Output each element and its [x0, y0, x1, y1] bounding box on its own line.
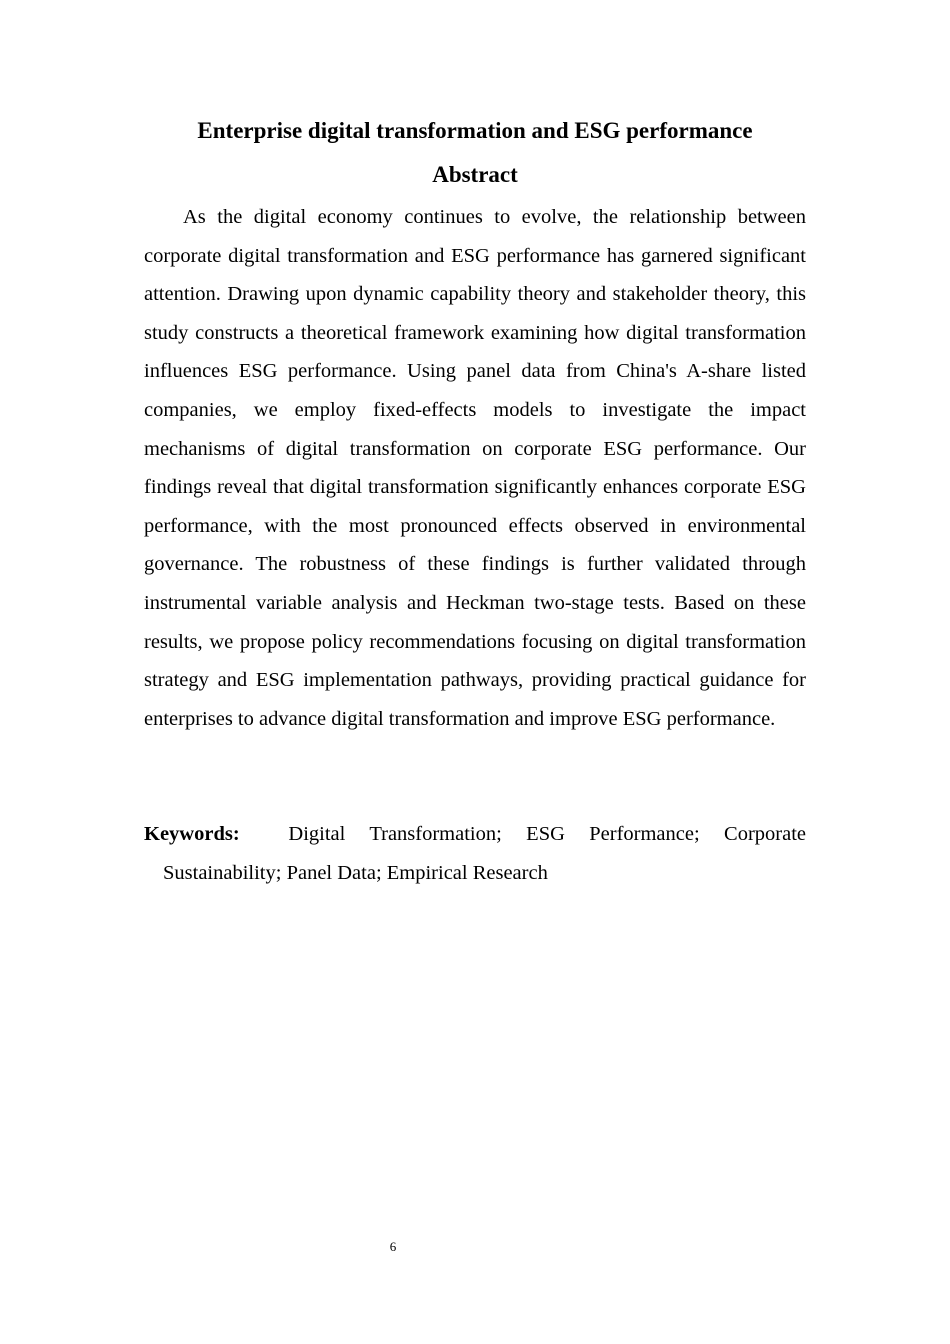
keywords-label: Keywords: [144, 823, 240, 845]
abstract-heading: Abstract [432, 162, 518, 187]
page-number: 6 [389, 1239, 397, 1254]
keywords-line [144, 815, 806, 892]
paper-title: Enterprise digital transformation and ESG performance [197, 118, 753, 143]
keywords-list: Digital Transformation; ESG Performance; Corporate Sustainability; Panel Data; Empirical Research [163, 823, 807, 884]
abstract-paragraph: As the digital economy continues to evolve, the relationship between corporate digital transformation and ESG performance has garnered significant attention. Drawing upon dynamic capability theory and stakeholder theory, this study constructs a theoretical framework examining how digital transformation influences ESG performance. Using panel data from China's A-share listed companies, we employ fixed-effects models to investigate the impact mechanisms of digital transformation on corporate ESG performance. Our findings reveal that digital transformation significantly enhances corporate ESG performance, with the most pronounced effects observed in environmental governance. The robustness of these findings is further validated through instrumental variable analysis and Heckman two-stage tests. Based on these results, we propose policy recommendations focusing on digital transformation strategy and ESG implementation pathways, providing practical guidance for enterprises to advance digital transformation and improve ESG performance. [144, 206, 806, 730]
